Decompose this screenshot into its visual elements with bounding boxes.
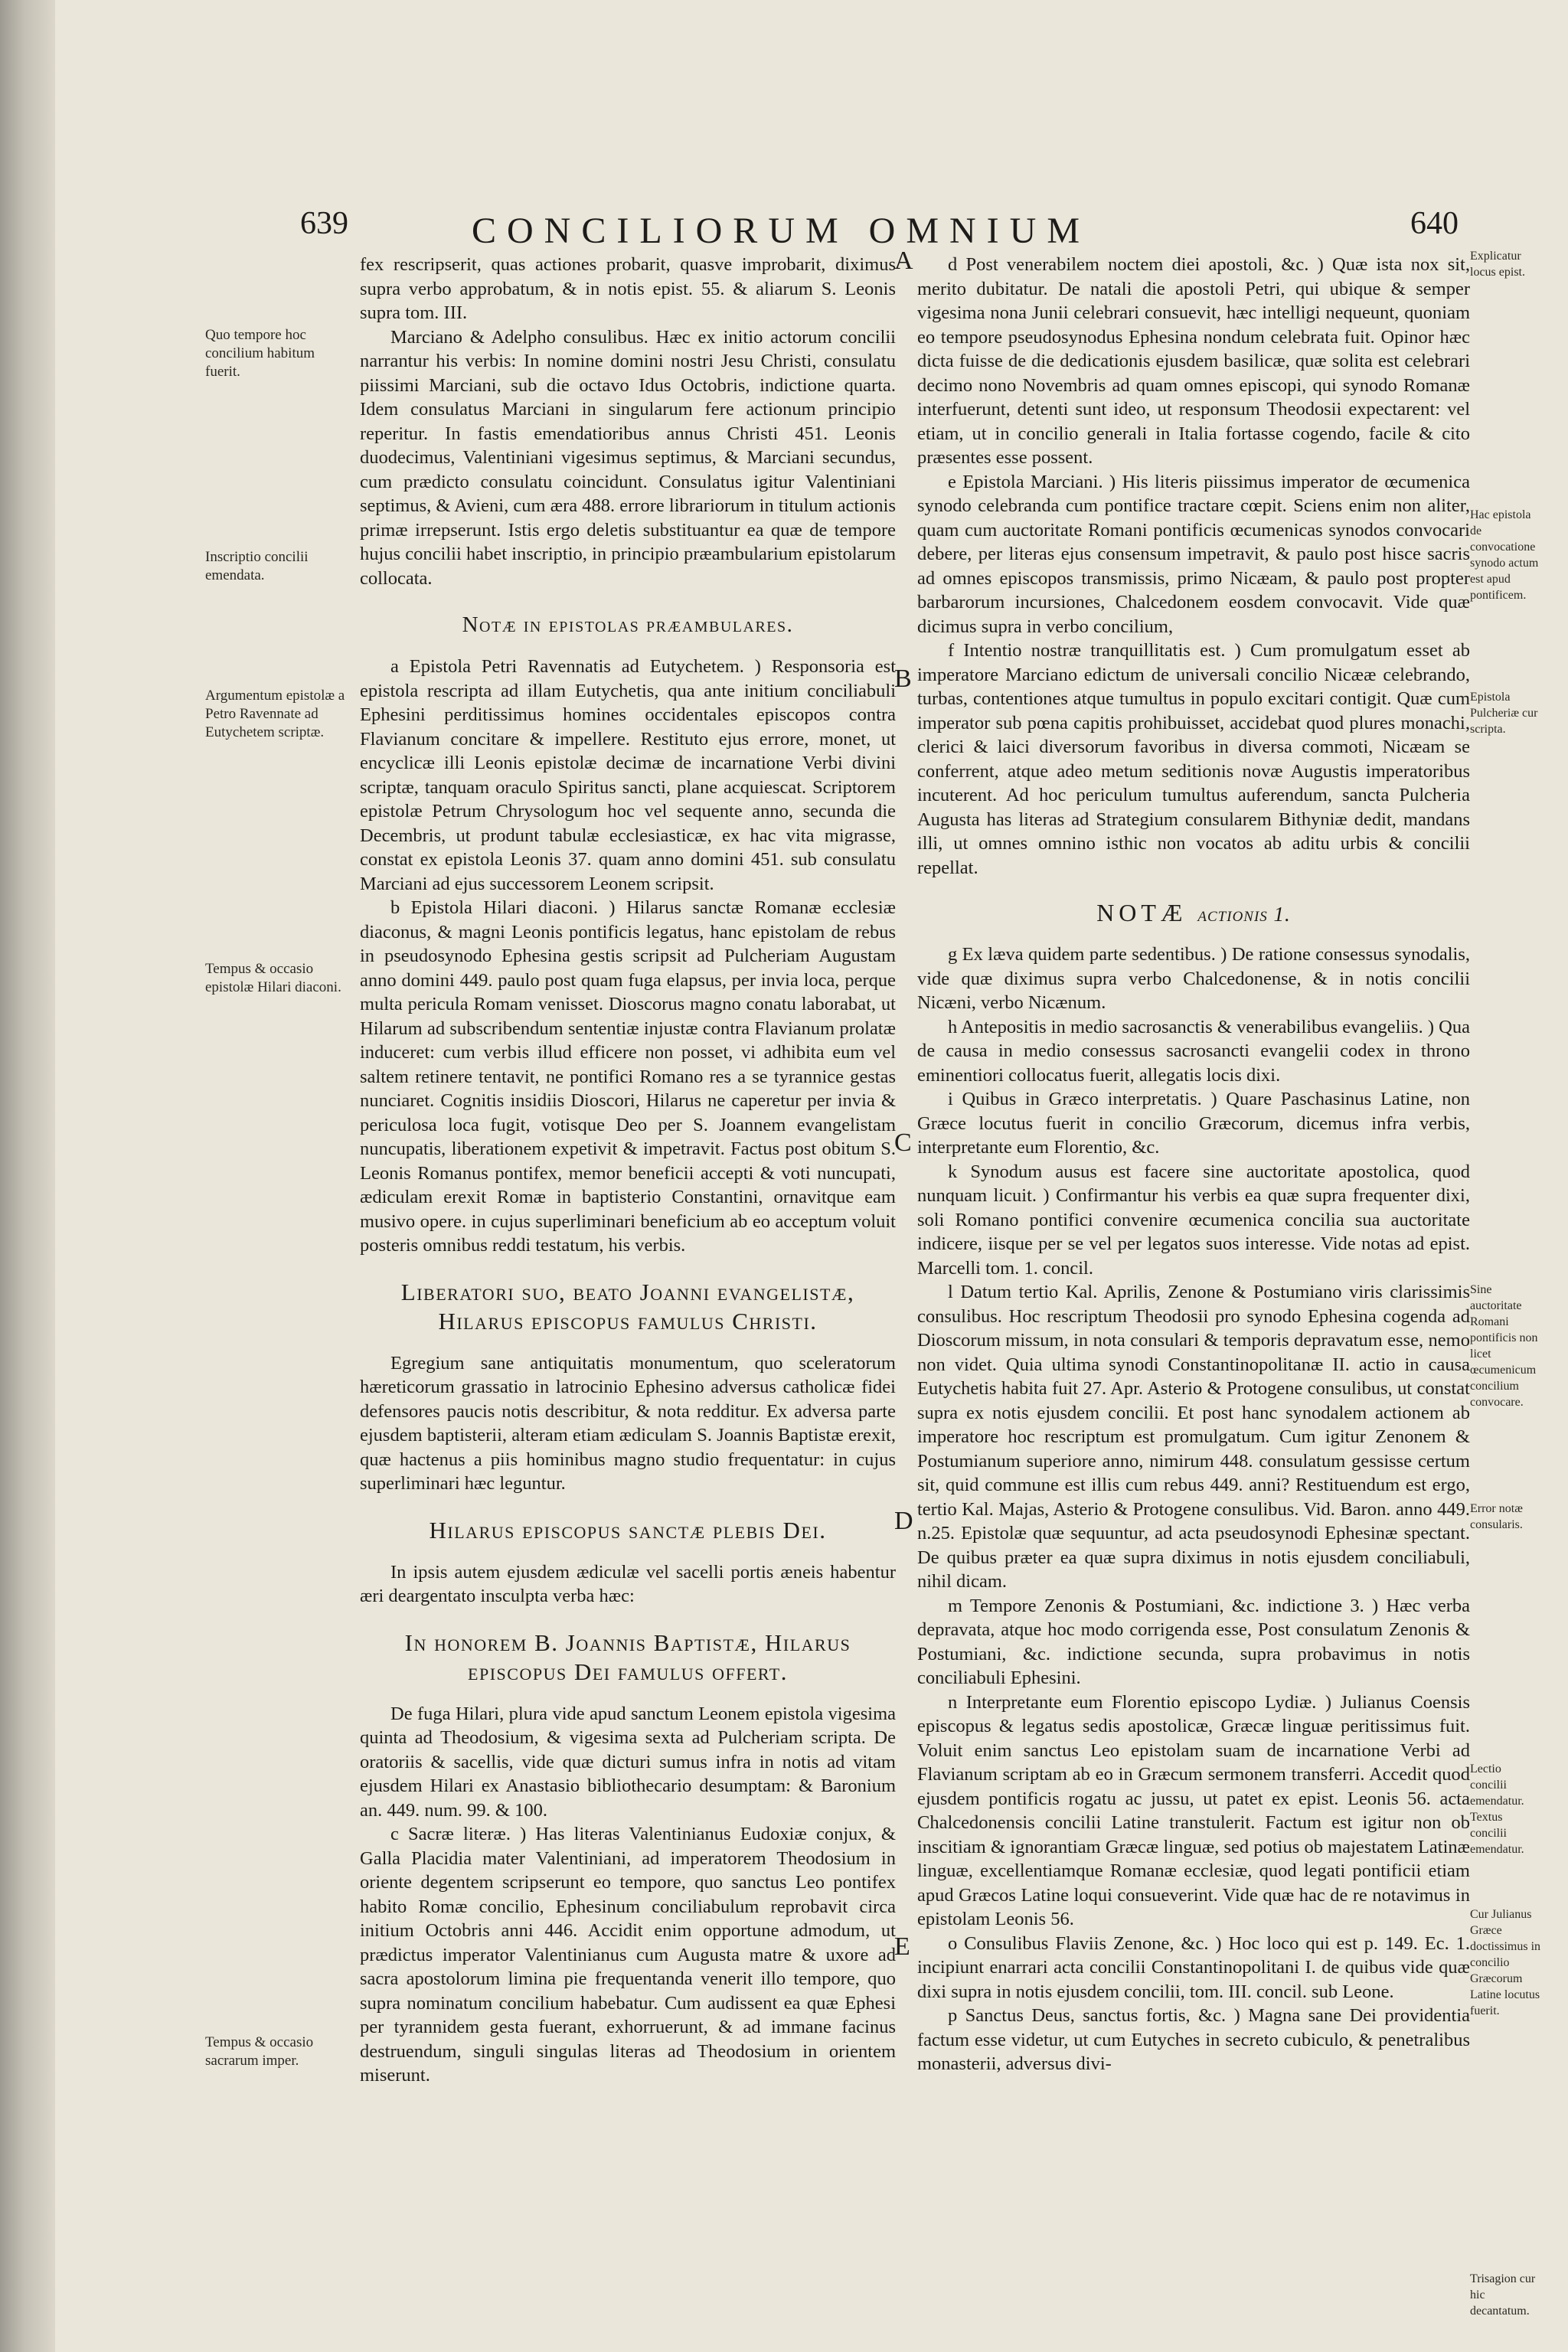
margin-note: Epistola Pulcheriæ cur scripta.: [1470, 691, 1538, 736]
text-paragraph: g Ex læva quidem parte sedentibus. ) De ratione consessus synodalis, vide quæ diximus supra verbo Chalcedonense, & in notis concilii Nicæni, verbo Nicænum.: [917, 944, 1470, 1013]
section-heading: Notæ in epistolas præambulares.: [462, 612, 794, 637]
text-paragraph: p Sanctus Deus, sanctus fortis, &c. ) Magna sane Dei providentia factum esse videtur, ut cum Eutyches in secreto cubiculo, & penetralibus monasterii, adversus divi-: [917, 2005, 1470, 2074]
text-paragraph: fex rescripserit, quas actiones probarit, quasve improbarit, diximus supra verbo approbatum, & in notis epist. 55. & aliarum S. Leonis supra tom. III.: [360, 254, 896, 323]
section-heading: Liberatori suo, beato Joanni evangelistæ, Hilarus episcopus famulus Christi.: [400, 1278, 855, 1334]
text-paragraph: k Synodum ausus est facere sine auctoritate apostolica, quod nunquam licuit. ) Confirmantur his verbis ea quæ supra frequenter dixi, soli Romano pontifici convenire œcumenica concilia sua auctoritate indicere, iisque per se vel per legatos suos interesse. Vide notas ad epist. Marcelli tom. 1. concil.: [917, 1161, 1470, 1279]
notes-heading-title: NOTÆ: [1096, 899, 1198, 926]
text-paragraph: c Sacræ literæ. ) Has literas Valentinianus Eudoxiæ conjux, & Galla Placidia mater Valentiniani, ad imperatorem Theodosium in oriente degentem scripserunt eo tempore, quo sanctus Leo pontifex habito Romæ concilio, Ephesinum conciliabulum reprobavit circa initium Octobris anni 446. Accidit enim opportune admodum, ut prædictus imperator Valentinianus cum Augusta matre & uxore ad sacra apostolorum limina pie frequentanda venerit illo tempore, quo supra nominatum concilium habebatur. Cum audissent ea quæ Ephesi per tyrannidem gesta fuerant, exhorruerunt, & ad immane facinus destruendum, singuli singulas literas ad Theodosium in orientem miserunt.: [360, 1824, 896, 2086]
section-marker-letter: E: [894, 1932, 910, 1961]
text-paragraph: l Datum tertio Kal. Aprilis, Zenone & Postumiano viris clarissimis consulibus. Hoc rescriptum Theodosii pro synodo Ephesina cogenda ad Dioscorum missum, in nota consulari & temporis depravatum esse, nemo non videt. Quia ultima synodi Constantinopolitanæ II. actio in causa Eutychetis habita fuit 27. Apr. Asterio & Protogene consulibus, ut constat supra ex notis ejusdem concilii. Et post hanc synodalem actionem ab imperatore hoc rescriptum est promulgatum. Cum igitur Zenonem & Postumianum superiore anno, nimirum 448. consulatum gessisse certum sit, quid commune est illis cum rebus 449. anni? Restituendum est ergo, tertio Kal. Majas, Asterio & Protogene consulibus. Vid. Baron. anno 449. n.25. Epistolæ quæ sequuntur, ad acta pseudosynodi Ephesinæ spectant. De quibus præter ea quæ supra diximus in notis ejusdem conciliabuli, nihil dicam.: [917, 1282, 1470, 1592]
text-paragraph: f Intentio nostræ tranquillitatis est. ) Cum promulgatum esset ab imperatore Marciano edictum de universali concilio Nicææ celebrando, turbas, contentiones atque tumultus in populo excitari contigit. Quæ cum imperator sub pœna capitis prohibuisset, accidebat quod plures monachi, clerici & laici diversorum favoribus in diversa commoti, Nicæam se conferrent, atque adeo metum seditionis novæ Augustis imperatoribus incuterent. Ad hoc periculum tumultus auferendum, sancta Pulcheria Augusta has literas ad Strategium consularem Bithyniæ dedit, mandans illi, ut omnes omnino isthic non vocatos ab aditu urbis & concilii repellat.: [917, 640, 1470, 878]
text-paragraph: b Epistola Hilari diaconi. ) Hilarus sanctæ Romanæ ecclesiæ diaconus, & magni Leonis pontificis legatus, hanc epistolam de rebus in pseudosynodo Ephesina gestis scripsit ad Pulcheriam Augustam anno domini 449. paulo post quam fuga elapsus, per invia loca, perque multa pericula Romam venisset. Dioscorus magno conatu laborabat, ut Hilarum ad subscribendum sententiæ injustæ contra Flavianum prolatæ induceret: cum verbis illud efficere non posset, vi adhibita eum vel saltem retinere tentavit, ne pontifici Romano res a se tyrannice gestas nunciaret. Cognitis insidiis Dioscori, Hilarus ne caperetur per invia & periculosa loca fugit, votisque Deo per S. Joannem evangelistam nuncupatis, liberationem expetivit & impetravit. Factus post obitum S. Leonis Romanus pontifex, memor beneficii accepti & voti nuncupati, ædiculam erexit Romæ in baptisterio Constantini, ornavitque eam musivo opere. in cujus superliminari beneficium ab eo acceptum voluit posteris omnibus reddi testatum, his verbis.: [360, 897, 896, 1256]
section-heading: Hilarus episcopus sanctæ plebis Dei.: [429, 1516, 827, 1544]
margin-note: Sine auctoritate Romani pontificis non licet œcumenicum concilium convocare.: [1470, 1283, 1538, 1409]
text-paragraph: e Epistola Marciani. ) His literis piissimus imperator de œcumenica synodo celebranda cum pontifice tractare cœpit. Sciens enim non aliter, quam cum auctoritate Romani pontificis œcumenicas synodos convocari debere, per literas ejus consensum impetravit, & paulo post hisce sacris ad omnes episcopos transmissis, primo Nicæam, & paulo post propter barbarorum incursiones, Chalcedonem eosdem convocavit. Vide quæ dicimus supra in verbo concilium,: [917, 471, 1470, 637]
text-paragraph: Marciano & Adelpho consulibus. Hæc ex initio actorum concilii narrantur his verbis: In nomine domini nostri Jesu Christi, consulatu piissimi Marciani, sub die octavo Idus Octobris, indictione quarta. Idem consulatus Marciani in singularum fere actionum principio reperitur. In fastis emendatioribus annus Christi 451. Leonis duodecimus, Valentiniani vigesimus septimus, & Marciani secundus, cum prædicto consulatu coincidunt. Consulatus igitur Valentiniani septimus, & Avieni, cum æra 488. errore librariorum in titulum actionis primæ irrepserunt. Istis ergo deletis substituantur ea quæ de tempore hujus concilii habet inscriptio, in principio præambularium epistolarum collocata.: [360, 326, 896, 589]
left-page-number: 639: [300, 206, 348, 241]
text-paragraph: h Antepositis in medio sacrosanctis & venerabilibus evangeliis. ) Qua de causa in medio consessus sacrosancti evangelii codex in throno eminentiori collocatus fuerit, allegatis locis dixi.: [917, 1016, 1470, 1086]
section-heading: In honorem B. Joannis Baptistæ, Hilarus episcopus Dei famulus offert.: [404, 1628, 851, 1685]
left-text-column: [360, 253, 896, 2337]
text-paragraph: Egregium sane antiquitatis monumentum, quo sceleratorum hæreticorum grassatio in latrocinio Ephesino adversus catholicæ fidei defensores paucis notis describitur, & nota redditur. Ex adversa parte ejusdem baptisterii, alteram etiam ædiculam S. Joannis Baptistæ erexit, quæ hactenus a piis hominibus magno studio frequentatur: in cujus superliminari hæc leguntur.: [360, 1352, 896, 1494]
text-paragraph: m Tempore Zenonis & Postumiani, &c. indictione 3. ) Hæc verba depravata, atque hoc modo corrigenda esse, Post consulatum Zenonis & Postumiani, &c. indictione secunda, supra probavimus in notis conciliabuli Ephesini.: [917, 1595, 1470, 1688]
margin-note: Trisagion cur hic decantatum.: [1470, 2272, 1536, 2318]
running-title: CONCILIORUM OMNIUM: [471, 211, 1090, 251]
margin-note: Inscriptio concilii emendata.: [205, 549, 309, 583]
section-marker-letter: C: [894, 1129, 912, 1157]
section-marker-letter: D: [894, 1507, 913, 1535]
margin-note: Explicatur locus epist.: [1470, 250, 1525, 279]
margin-note: Hac epistola de convocatione synodo actum est apud pontificem.: [1470, 508, 1539, 602]
text-paragraph: n Interpretante eum Florentio episcopo Lydiæ. ) Julianus Coensis episcopus & legatus sedis apostolicæ, Græcæ linguæ peritissimus fuit. Voluit enim sanctus Leo epistolam suam de incarnatione Verbi ad Flavianum scriptam ab eo in Græcum sermonem transferri. Accedit quod ejusdem pontificis rogatu ac jussu, ut patet ex epist. Leonis 56. acta Chalcedonensis concilii Latine transtulerit. Factum est igitur non ob inscitiam & ignorantiam Græcæ linguæ, sed potius ob majestatem Latinæ linguæ, excellentiamque Romanæ ecclesiæ, quod legati pontificii etiam apud Græcos Latine loqui consueverint. Vide quæ hac de re notavimus in epistolam Leonis 56.: [917, 1691, 1470, 1929]
text-paragraph: De fuga Hilari, plura vide apud sanctum Leonem epistola vigesima quinta ad Theodosium, & vigesima sexta ad Pulcheriam scripta. De oratoriis & sacellis, vide quæ dicturi sumus infra in notis ad vitam ejusdem Hilari ex Anastasio bibliothecario desumptam: & Baronium an. 449. num. 99. & 100.: [360, 1703, 896, 1821]
notes-heading-subtitle: actionis 1.: [1197, 903, 1291, 926]
book-spine: [0, 0, 55, 2352]
right-page-number: 640: [1410, 206, 1459, 241]
text-paragraph: i Quibus in Græco interpretatis. ) Quare Paschasinus Latine, non Græce locutus fuerit in concilio Græcorum, dicemus infra verbis, interpretante eum Florentio, &c.: [917, 1089, 1470, 1158]
margin-note: Tempus & occasio epistolæ Hilari diaconi.: [205, 961, 341, 995]
right-text-column: [917, 253, 1470, 2337]
margin-note: Argumentum epistolæ a Petro Ravennate ad Eutychetem scriptæ.: [205, 688, 345, 740]
section-marker-letter: B: [894, 665, 912, 693]
margin-note: Lectio concilii emendatur. Textus concilii emendatur.: [1470, 1762, 1524, 1856]
margin-note: Quo tempore hoc concilium habitum fuerit.: [205, 327, 315, 380]
text-paragraph: a Epistola Petri Ravennatis ad Eutychetem. ) Responsoria est epistola rescripta ad illam Eutychetis, qua ante initium conciliabuli Ephesini perditissimus homines occidentales episcopos contra Flavianum concitare & impellere. Restituto ejus errore, monet, ut encyclicæ illi Leonis epistolæ decimæ de incarnatione Verbi divini scriptæ, tanquam oraculo Spiritus sancti, plane acquiescat. Scriptorem epistolæ Petrum Chrysologum hoc vel sequente anno, secunda die Decembris, ut produnt tabulæ ecclesiasticæ, ex hac vita migrasse, constat ex epistola Leonis 37. quam anno domini 451. sub consulatu Marciani ad ejus successorem Leonem scripsit.: [360, 656, 896, 894]
margin-note: Tempus & occasio sacrarum imper.: [205, 2034, 314, 2069]
notes-heading: [917, 898, 1470, 929]
text-paragraph: o Consulibus Flaviis Zenone, &c. ) Hoc loco qui est p. 149. Ec. 1. incipiunt enarrari acta concilii Constantinopolitani I. de quibus vide quæ dixi supra in notis ejusdem concilii, tom. III. concil. sub Leone.: [917, 1932, 1470, 2002]
margin-note: Error notæ consularis.: [1470, 1502, 1523, 1531]
margin-note: Cur Julianus Græce doctissimus in concilio Græcorum Latine locutus fuerit.: [1470, 1908, 1541, 2017]
text-paragraph: d Post venerabilem noctem diei apostoli, &c. ) Quæ ista nox sit, merito dubitatur. De natali die apostoli Petri, qui ubique & semper vigesima nona Junii celebrari consuevit, hæc intelligi nequeunt, quoniam eo tempore pseudosynodus Ephesina nondum celebrata fuit. Opinor hæc dicta fuisse de die dedicationis ejusdem basilicæ, quæ solita est celebrari decimo nono Novembris ad quam omnes episcopi, qui synodo Romanæ interfuerunt, detenti sunt ideo, ut responsum Theodosii expectarent: vel etiam, ut in concilio generali in Italia fortasse cogendo, facile & cito præsentes esse possent.: [917, 254, 1470, 468]
section-marker-letter: A: [894, 247, 913, 275]
text-paragraph: In ipsis autem ejusdem ædiculæ vel sacelli portis æneis habentur æri deargentato insculpta verba hæc:: [360, 1561, 896, 1606]
